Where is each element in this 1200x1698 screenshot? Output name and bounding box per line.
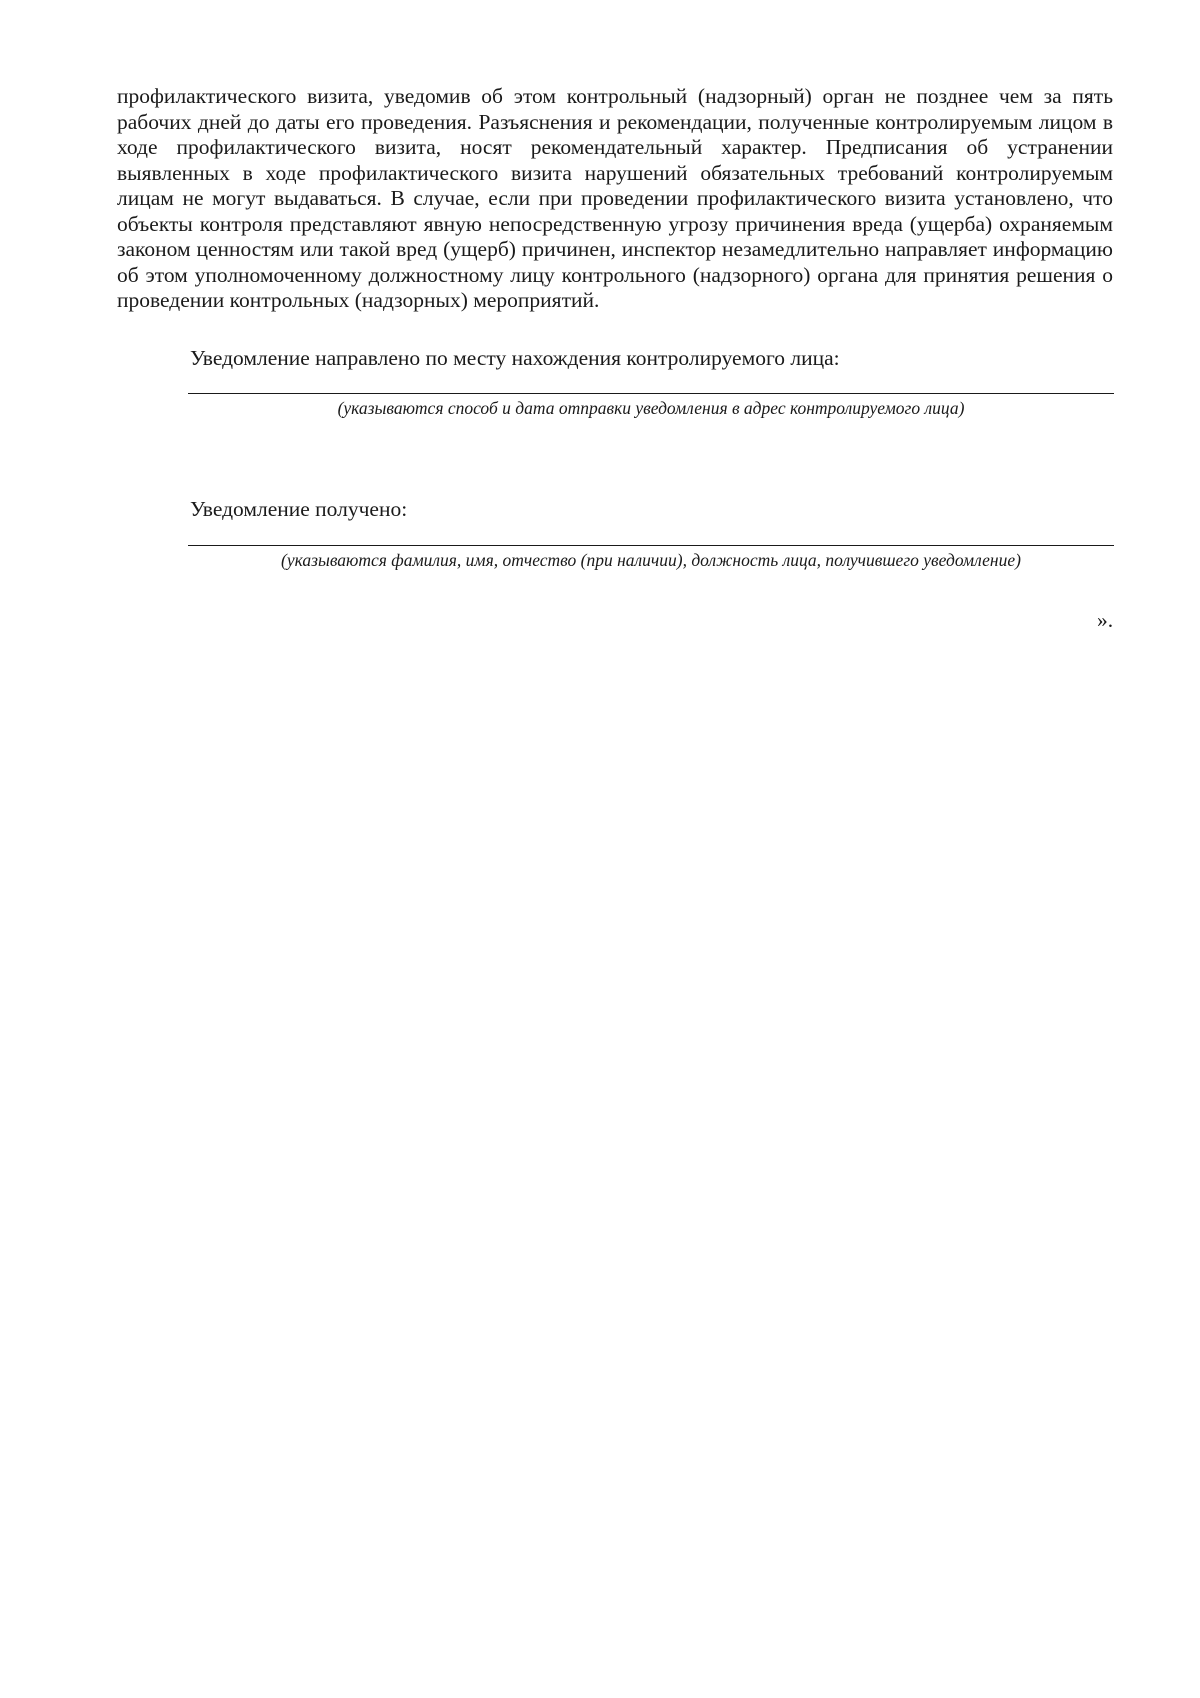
body-paragraph: профилактического визита, уведомив об этом контрольный (надзорный) орган не позднее чем за пять рабочих дней до даты его проведения. Разъяснения и рекомендации, полученные контролируемым лицом в ходе профилактического визита, носят рекомендательный характер. Предписания об устранении выявленных в ходе профилактического визита нарушений обязательных требований контролируемым лицам не могут выдаваться. В случае, если при проведении профилактического визита установлено, что объекты контроля представляют явную непосредственную угрозу причинения вреда (ущерба) охраняемым законом ценностям или такой вред (ущерб) причинен, инспектор незамедлительно направляет информацию об этом уполномоченному должностному лицу контрольного (надзорного) органа для принятия решения о проведении контрольных (надзорных) мероприятий.	[117, 84, 1113, 312]
notification-received-label: Уведомление получено:	[190, 497, 408, 521]
notification-received-caption: (указываются фамилия, имя, отчество (при наличии), должность лица, получившего уведомление)	[281, 550, 1021, 570]
notification-sent-fill-line	[188, 393, 1114, 394]
notification-received-fill-line	[188, 545, 1114, 546]
closing-quote-mark: ».	[1097, 608, 1114, 632]
notification-sent-label: Уведомление направлено по месту нахождения контролируемого лица:	[190, 346, 840, 370]
notification-sent-caption: (указываются способ и дата отправки уведомления в адрес контролируемого лица)	[337, 398, 965, 418]
